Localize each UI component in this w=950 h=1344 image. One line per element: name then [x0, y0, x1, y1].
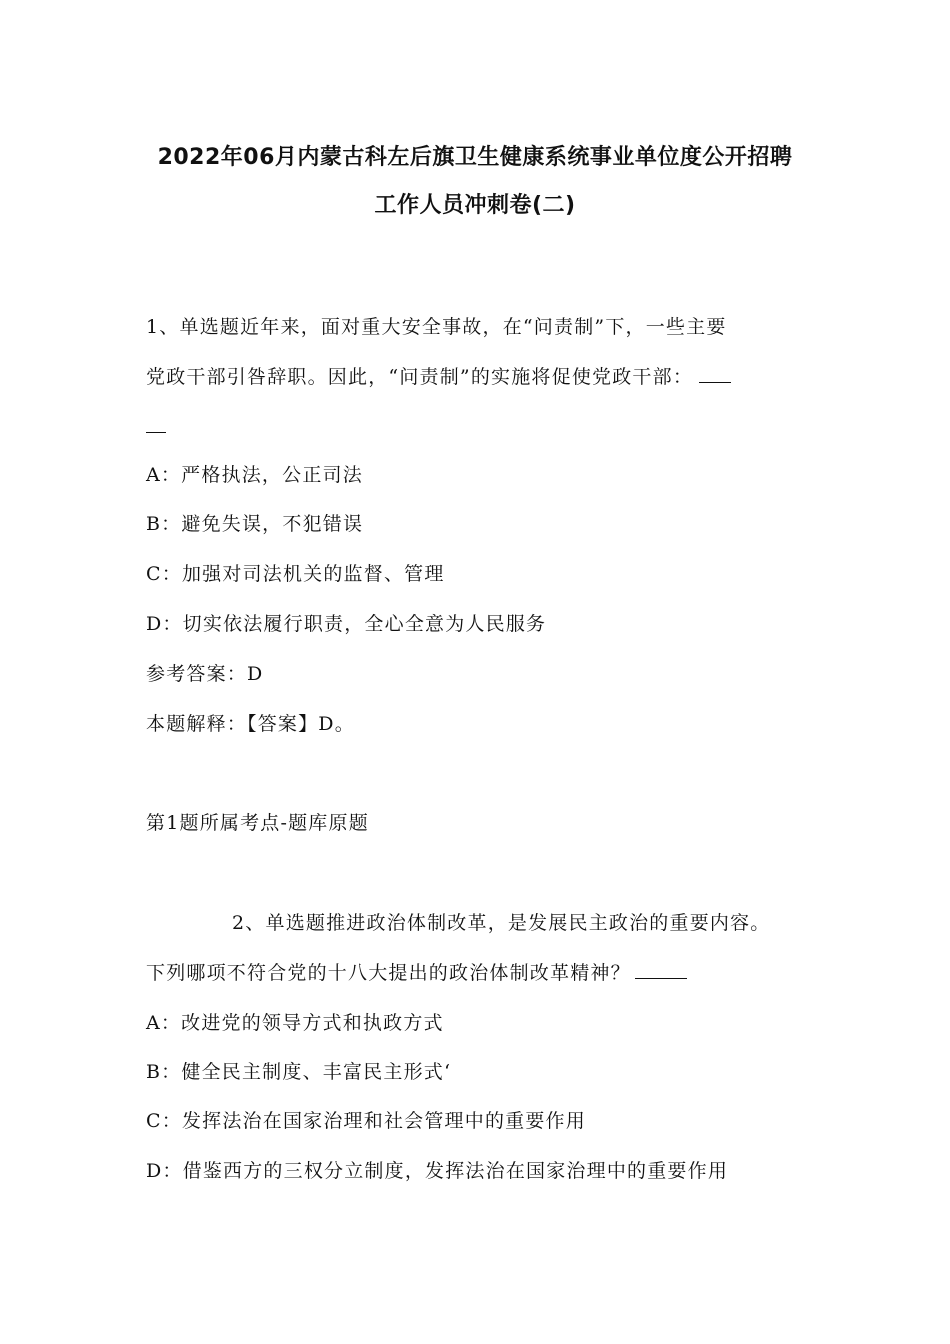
document-title-line-1: 2022年06月内蒙古科左后旗卫生健康系统事业单位度公开招聘 — [157, 145, 793, 170]
q1-option-d: D：切实依法履行职责，全心全意为人民服务 — [146, 613, 547, 635]
q2-option-a: A：改进党的领导方式和执政方式 — [146, 1012, 444, 1034]
q1-option-c: C：加强对司法机关的监督、管理 — [146, 563, 445, 585]
q2-stem-line-2 — [146, 960, 687, 986]
q2-option-c: C：发挥法治在国家治理和社会管理中的重要作用 — [146, 1110, 586, 1132]
q1-option-a: A：严格执法，公正司法 — [146, 464, 363, 486]
q1-stem-line-2-text: 党政干部引咎辞职。因此，“问责制”的实施将促使党政干部： — [146, 366, 694, 388]
q2-stem-line-1: 2、单选题推进政治体制改革，是发展民主政治的重要内容。 — [232, 912, 771, 934]
document-title-line-2: 工作人员冲刺卷(二) — [374, 193, 576, 218]
q2-answer-blank — [635, 960, 687, 979]
q2-option-d: D：借鉴西方的三权分立制度，发挥法治在国家治理中的重要作用 — [146, 1160, 729, 1182]
q1-answer-blank — [699, 364, 731, 383]
q1-knowledge-point: 第1题所属考点-题库原题 — [146, 812, 369, 834]
q1-stem-line-1: 1、单选题近年来，面对重大安全事故，在“问责制”下，一些主要 — [146, 316, 727, 338]
q1-stem-line-2 — [146, 364, 731, 390]
q1-option-b: B：避免失误，不犯错误 — [146, 513, 364, 535]
q2-stem-line-2-text: 下列哪项不符合党的十八大提出的政治体制改革精神？ — [146, 962, 631, 984]
q2-option-b: B：健全民主制度、丰富民主形式‘ — [146, 1061, 452, 1083]
q1-answer-blank-continued — [146, 432, 166, 433]
q1-explanation: 本题解释：【答案】D。 — [146, 713, 355, 735]
q1-reference-answer: 参考答案：D — [146, 663, 264, 685]
